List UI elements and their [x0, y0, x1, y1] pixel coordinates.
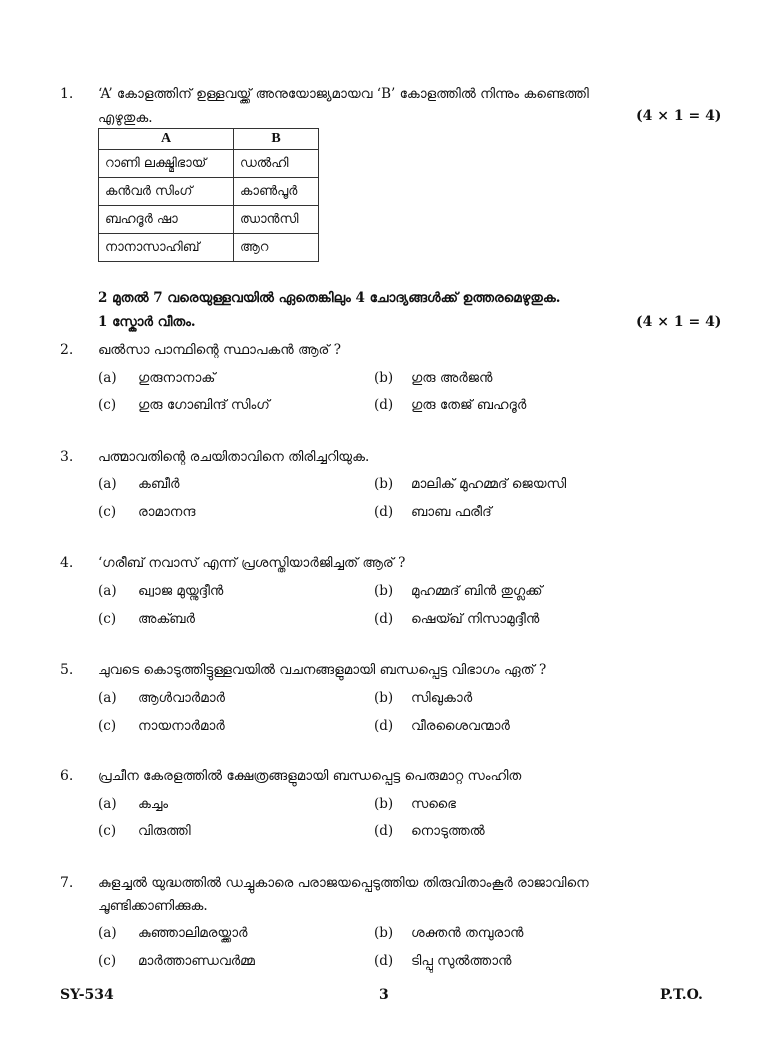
table-row — [99, 150, 319, 178]
question-text: ചുവടെ കൊടുത്തിട്ടുള്ളവയിൽ വചനങ്ങളുമായി ബന്ധപ്പെട്ട വിഭാഗം ഏത് ? — [98, 662, 547, 678]
table-cell-a: കൻവർ സിംഗ് — [99, 178, 234, 206]
column-b-header: B — [234, 129, 319, 150]
question-text-line2: ചൂണ്ടിക്കാണിക്കുക. — [98, 898, 208, 914]
instruction-marks: (4 × 1 = 4) — [636, 314, 722, 330]
table-cell-a: റാണി ലക്ഷ്മിഭായ് — [99, 150, 234, 178]
option-text: കുഞ്ഞാലിമരയ്ക്കാർ — [138, 925, 248, 941]
table-cell-b: ഝാൻസി — [234, 206, 319, 234]
option-text: ടിപ്പു സുൽത്താൻ — [411, 953, 512, 969]
option-text: ഗുരു ഗോബിന്ദ് സിംഗ് — [138, 397, 270, 413]
option-label: (b) — [374, 583, 394, 599]
option-label: (c) — [98, 823, 117, 839]
option-label: (a) — [98, 370, 117, 386]
option-text: കബീർ — [138, 476, 180, 492]
option-text: സഭൈ — [411, 796, 456, 812]
option-text: നൊടുത്തൽ — [411, 823, 485, 839]
question-text: പ്രചീന കേരളത്തിൽ ക്ഷേത്രങ്ങളുമായി ബന്ധപ്പെട്ട പെരുമാറ്റ സംഹിത — [98, 768, 522, 784]
pto-note: P.T.O. — [660, 987, 703, 1003]
option-label: (d) — [374, 611, 394, 627]
matching-table — [98, 128, 319, 262]
table-row — [99, 234, 319, 262]
table-row — [99, 206, 319, 234]
question-number: 4. — [60, 555, 74, 571]
table-cell-a: നാനാസാഹിബ് — [99, 234, 234, 262]
question-number: 3. — [60, 449, 74, 465]
option-label: (a) — [98, 925, 117, 941]
option-label: (b) — [374, 370, 394, 386]
q1-text-line2: എഴുതുക. — [98, 110, 153, 126]
question-number: 5. — [60, 662, 74, 678]
question-text: ‘ഗരീബ് നവാസ് എന്ന് പ്രശസ്തിയാർജിച്ചത് ആര് ? — [98, 555, 406, 571]
option-label: (a) — [98, 583, 117, 599]
option-label: (b) — [374, 690, 394, 706]
q1-number: 1. — [60, 86, 74, 102]
option-text: മാലിക് മുഹമ്മദ് ജെയസി — [411, 476, 567, 492]
option-text: ഖ്വാജ മുയ്നുദ്ദീൻ — [138, 583, 224, 599]
option-label: (b) — [374, 796, 394, 812]
option-text: രാമാനന്ദ — [138, 504, 196, 520]
instruction-line2: 1 സ്കോർ വീതം. — [98, 314, 196, 330]
option-text: ഷെയ്ഖ് നിസാമുദ്ദീൻ — [411, 611, 540, 627]
option-label: (a) — [98, 796, 117, 812]
option-text: ആൾവാർമാർ — [138, 690, 225, 706]
table-header-row — [99, 129, 319, 150]
option-label: (c) — [98, 953, 117, 969]
option-label: (a) — [98, 690, 117, 706]
q1-marks: (4 × 1 = 4) — [636, 108, 722, 124]
option-text: ഗുരുനാനാക് — [138, 370, 216, 386]
option-label: (d) — [374, 504, 394, 520]
option-label: (b) — [374, 925, 394, 941]
column-a-header: A — [99, 129, 234, 150]
option-text: സിഖുകാർ — [411, 690, 473, 706]
option-text: ബാബ ഫരീദ് — [411, 504, 492, 520]
option-text: വിരുത്തി — [138, 823, 191, 839]
option-label: (c) — [98, 611, 117, 627]
option-text: ഗുരു തേജ് ബഹദൂർ — [411, 397, 527, 413]
option-text: അക്ബർ — [138, 611, 195, 627]
option-label: (b) — [374, 476, 394, 492]
question-number: 7. — [60, 875, 74, 891]
option-text: കച്ചം — [138, 796, 169, 812]
option-text: മുഹമ്മദ് ബിൻ തുഗ്ലക്ക് — [411, 583, 543, 599]
instruction-line1: 2 മുതൽ 7 വരെയുള്ളവയിൽ ഏതെങ്കിലും 4 ചോദ്യങ്ങൾക്ക് ഉത്തരമെഴുതുക. — [98, 290, 561, 306]
table-cell-b: കാൺപൂർ — [234, 178, 319, 206]
question-text: പത്മാവതിന്റെ രചയിതാവിനെ തിരിച്ചറിയുക. — [98, 449, 370, 465]
question-text: കുളച്ചൽ യുദ്ധത്തിൽ ഡച്ചുകാരെ പരാജയപ്പെടുത്തിയ തിരുവിതാംകൂർ രാജാവിനെ — [98, 875, 589, 891]
paper-code: SY-534 — [60, 987, 114, 1003]
table-cell-b: ആറ — [234, 234, 319, 262]
table-row — [99, 178, 319, 206]
question-number: 6. — [60, 768, 74, 784]
option-label: (c) — [98, 397, 117, 413]
option-text: വീരശൈവന്മാർ — [411, 718, 510, 734]
table-cell-a: ബഹദൂർ ഷാ — [99, 206, 234, 234]
option-label: (d) — [374, 953, 394, 969]
option-text: മാർത്താണ്ഡവർമ്മ — [138, 953, 255, 969]
question-number: 2. — [60, 342, 74, 358]
option-text: ഗുരു അർജൻ — [411, 370, 493, 386]
table-cell-b: ഡൽഹി — [234, 150, 319, 178]
option-label: (a) — [98, 476, 117, 492]
option-text: നായനാർമാർ — [138, 718, 225, 734]
page-number: 3 — [379, 987, 389, 1003]
option-label: (c) — [98, 504, 117, 520]
option-label: (d) — [374, 823, 394, 839]
option-label: (d) — [374, 397, 394, 413]
question-text: ഖൽസാ പാന്ഥിന്റെ സ്ഥാപകൻ ആര് ? — [98, 342, 341, 358]
option-label: (d) — [374, 718, 394, 734]
q1-text-line1: ‘A’ കോളത്തിന് ഉള്ളവയ്ക്ക് അനുയോജ്യമായവ ‘B’ കോളത്തിൽ നിന്നും കണ്ടെത്തി — [98, 86, 589, 102]
option-label: (c) — [98, 718, 117, 734]
option-text: ശക്തൻ തമ്പുരാൻ — [411, 925, 524, 941]
